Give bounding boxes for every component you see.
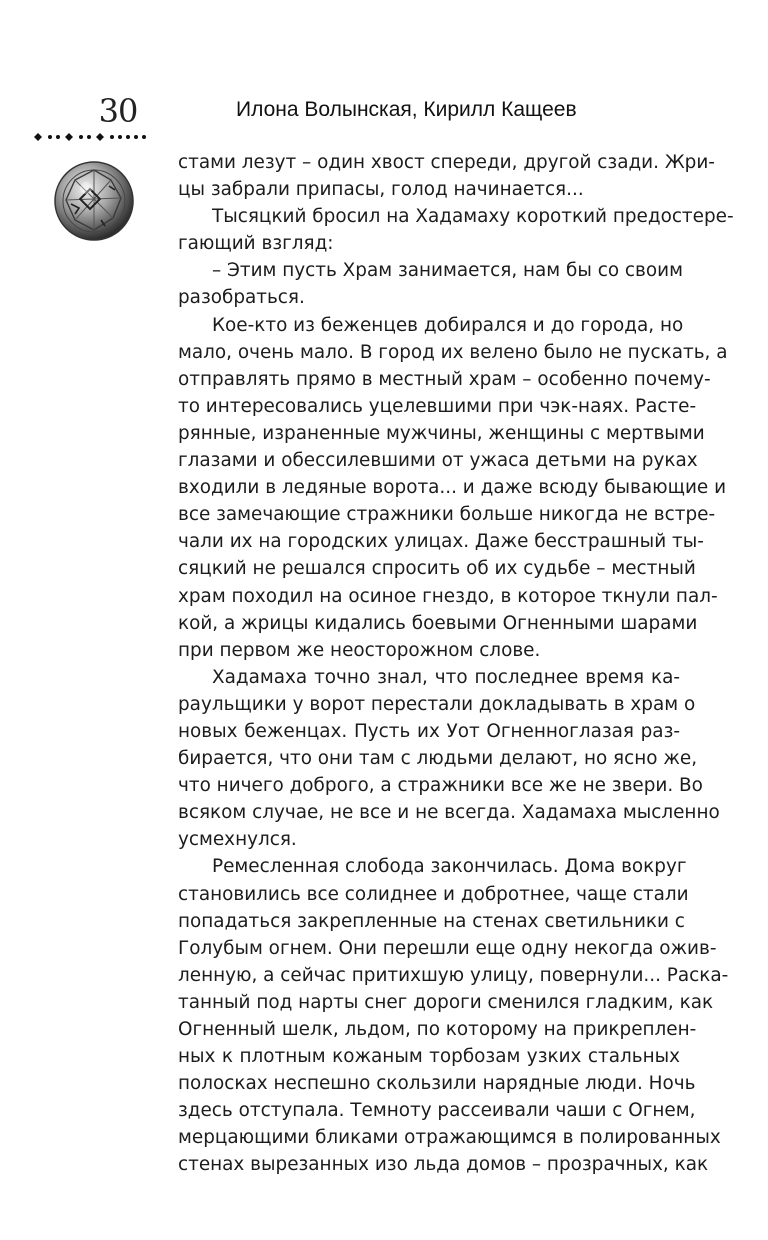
rune-medallion-icon bbox=[53, 160, 135, 242]
text-line: храм походил на осиное гнездо, в которое ткнули пал- bbox=[178, 585, 718, 607]
text-line: мало, очень мало. В город их велено было не пускать, а bbox=[178, 341, 728, 363]
text-line: разобраться. bbox=[178, 287, 305, 309]
text-line: входили в ледяные ворота... и даже всюду бывающие и bbox=[178, 477, 727, 499]
text-line: стами лезут – один хвост спереди, другой сзади. Жри- bbox=[178, 152, 715, 173]
text-line: кой, а жрицы кидались боевыми Огненными шарами bbox=[178, 612, 698, 634]
text-line: то интересовались уцелевшими при чэк-наях. Расте- bbox=[178, 395, 697, 417]
running-head: Илона Волынская, Кирилл Кащеев bbox=[236, 98, 577, 121]
text-line: гающий взгляд: bbox=[178, 233, 334, 255]
text-line: отправлять прямо в местный храм – особенно почему- bbox=[178, 368, 711, 390]
text-line: сяцкий не решался спросить об их судьбе – местный bbox=[178, 558, 696, 580]
text-line: Тысяцкий бросил на Хадамаху короткий предостере- bbox=[212, 206, 734, 228]
text-line: полосках неспешно скользили нарядные люди. Ночь bbox=[178, 1073, 696, 1095]
text-line: попадаться закрепленные на стенах светильники с bbox=[178, 910, 685, 932]
text-line: – Этим пусть Храм занимается, нам бы со своим bbox=[212, 260, 683, 282]
text-line: бирается, что они там с людьми делают, но ясно же, bbox=[178, 748, 698, 770]
text-line: всяком случае, не все и не всегда. Хадамаха мысленно bbox=[178, 802, 720, 824]
text-line: Ремесленная слобода закончилась. Дома вокруг bbox=[212, 856, 687, 878]
text-line: становились все солиднее и добротнее, чаще стали bbox=[178, 883, 689, 905]
text-line: чали их на городских улицах. Даже бесстрашный ты- bbox=[178, 531, 704, 553]
text-line: усмехнулся. bbox=[178, 829, 297, 851]
text-line: новых беженцах. Пусть их Уот Огненноглазая раз- bbox=[178, 720, 680, 742]
diamond-dots-ornament-icon bbox=[30, 130, 155, 144]
text-line: Голубым огнем. Они перешли еще одну некогда ожив- bbox=[178, 937, 717, 959]
text-line: что ничего доброго, а стражники все же не звери. Во bbox=[178, 775, 703, 797]
text-line: все замечающие стражники больше никогда не встре- bbox=[178, 504, 716, 526]
text-line: мерцающими бликами отражающимся в полированных bbox=[178, 1127, 721, 1149]
page-number: 30 bbox=[98, 92, 138, 130]
text-line: раульщики у ворот перестали докладывать в храм о bbox=[178, 693, 696, 715]
body-text bbox=[178, 149, 734, 1179]
text-line: здесь отступала. Темноту рассеивали чаши с Огнем, bbox=[178, 1100, 696, 1122]
text-line: стенах вырезанных изо льда домов – прозрачных, как bbox=[178, 1154, 709, 1176]
text-line: глазами и обессилевшими от ужаса детьми на руках bbox=[178, 450, 698, 472]
text-line: рянные, израненные мужчины, женщины с мертвыми bbox=[178, 422, 705, 444]
text-line: Хадамаха точно знал, что последнее время ка- bbox=[212, 666, 680, 688]
text-line: при первом же неосторожном слове. bbox=[178, 639, 541, 661]
text-line: танный под нарты снег дороги сменился гладким, как bbox=[178, 991, 714, 1013]
text-line: Кое-кто из беженцев добирался и до города, но bbox=[212, 314, 684, 336]
text-line: Огненный шелк, льдом, по которому на прикреплен- bbox=[178, 1019, 697, 1040]
text-line: ных к плотным кожаным торбозам узких стальных bbox=[178, 1046, 680, 1068]
text-line: цы забрали припасы, голод начинается... bbox=[178, 179, 584, 201]
text-line: ленную, а сейчас притихшую улицу, повернули... Раска- bbox=[178, 964, 729, 986]
